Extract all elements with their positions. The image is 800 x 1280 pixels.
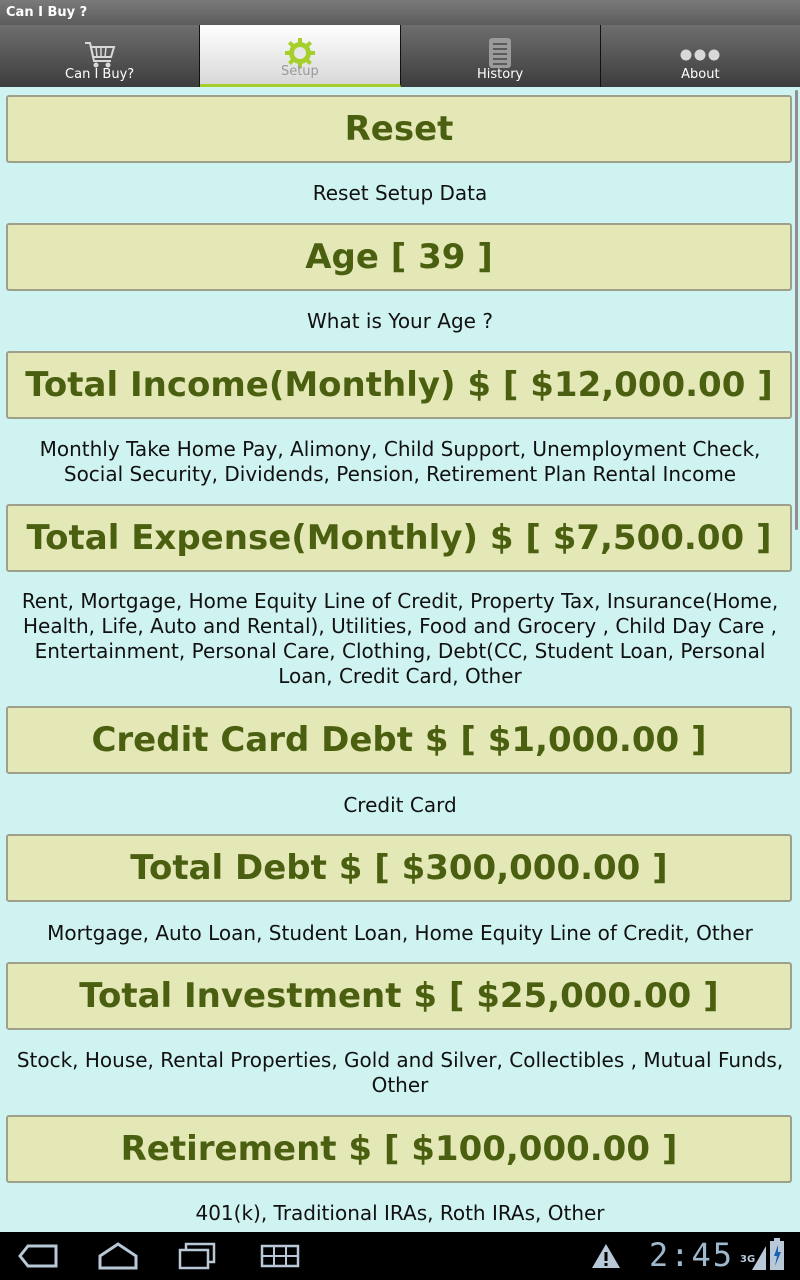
tab-label: Setup	[280, 64, 319, 79]
app-title: Can I Buy ?	[6, 5, 88, 20]
recent-apps-icon[interactable]	[174, 1240, 222, 1272]
tab-setup[interactable]	[200, 25, 400, 87]
tab-about[interactable]	[601, 25, 800, 87]
battery-icon	[770, 1238, 784, 1270]
reset-button[interactable]: Reset	[6, 95, 792, 163]
reset-description: Reset Setup Data	[312, 181, 488, 205]
total-expense-description: Rent, Mortgage, Home Equity Line of Credit, Property Tax, Insurance(Home, Health, Life, Auto and Rental), Utilities, Food and Grocery , Child Day Care , Entertainment, Personal Care, Clothing, Debt(CC, Student Loan, Personal Loan, Credit Card, Other	[21, 589, 779, 688]
tab-label: History	[477, 67, 524, 82]
retirement-button[interactable]: Retirement $ [ $100,000.00 ]	[6, 1115, 792, 1183]
retirement-description: 401(k), Traditional IRAs, Roth IRAs, Other	[195, 1201, 605, 1225]
app-title-bar	[0, 0, 800, 25]
scrollbar[interactable]	[795, 90, 798, 530]
network-type-label: 3G	[740, 1254, 756, 1265]
tab-history[interactable]	[401, 25, 601, 87]
total-income-button[interactable]: Total Income(Monthly) $ [ $12,000.00 ]	[6, 351, 792, 419]
signal-icon	[752, 1242, 766, 1270]
system-nav-bar	[0, 1232, 800, 1280]
age-description: What is Your Age ?	[307, 309, 493, 333]
total-investment-description: Stock, House, Rental Properties, Gold and Silver, Collectibles , Mutual Funds, Other	[16, 1048, 784, 1097]
clock: 2:45	[648, 1236, 734, 1274]
total-debt-description: Mortgage, Auto Loan, Student Loan, Home Equity Line of Credit, Other	[47, 921, 753, 945]
credit-card-debt-description: Credit Card	[343, 793, 457, 817]
total-expense-button[interactable]: Total Expense(Monthly) $ [ $7,500.00 ]	[6, 504, 792, 572]
warning-icon[interactable]	[590, 1240, 622, 1272]
total-income-description: Monthly Take Home Pay, Alimony, Child Support, Unemployment Check, Social Security, Dividends, Pension, Retirement Plan Rental Income	[39, 437, 761, 486]
menu-grid-icon[interactable]	[256, 1240, 304, 1272]
total-investment-button[interactable]: Total Investment $ [ $25,000.00 ]	[6, 962, 792, 1030]
list-icon	[482, 35, 518, 71]
tab-can-i-buy[interactable]	[0, 25, 200, 87]
setup-list[interactable]	[0, 87, 800, 1232]
total-debt-button[interactable]: Total Debt $ [ $300,000.00 ]	[6, 834, 792, 902]
back-icon[interactable]	[14, 1240, 62, 1272]
cart-icon	[82, 35, 118, 71]
age-button[interactable]: Age [ 39 ]	[6, 223, 792, 291]
tab-label: Can I Buy?	[65, 67, 135, 82]
home-icon[interactable]	[94, 1240, 142, 1272]
dots-icon	[678, 35, 722, 71]
credit-card-debt-button[interactable]: Credit Card Debt $ [ $1,000.00 ]	[6, 706, 792, 774]
tab-bar	[0, 25, 800, 87]
tab-label: About	[681, 67, 720, 82]
